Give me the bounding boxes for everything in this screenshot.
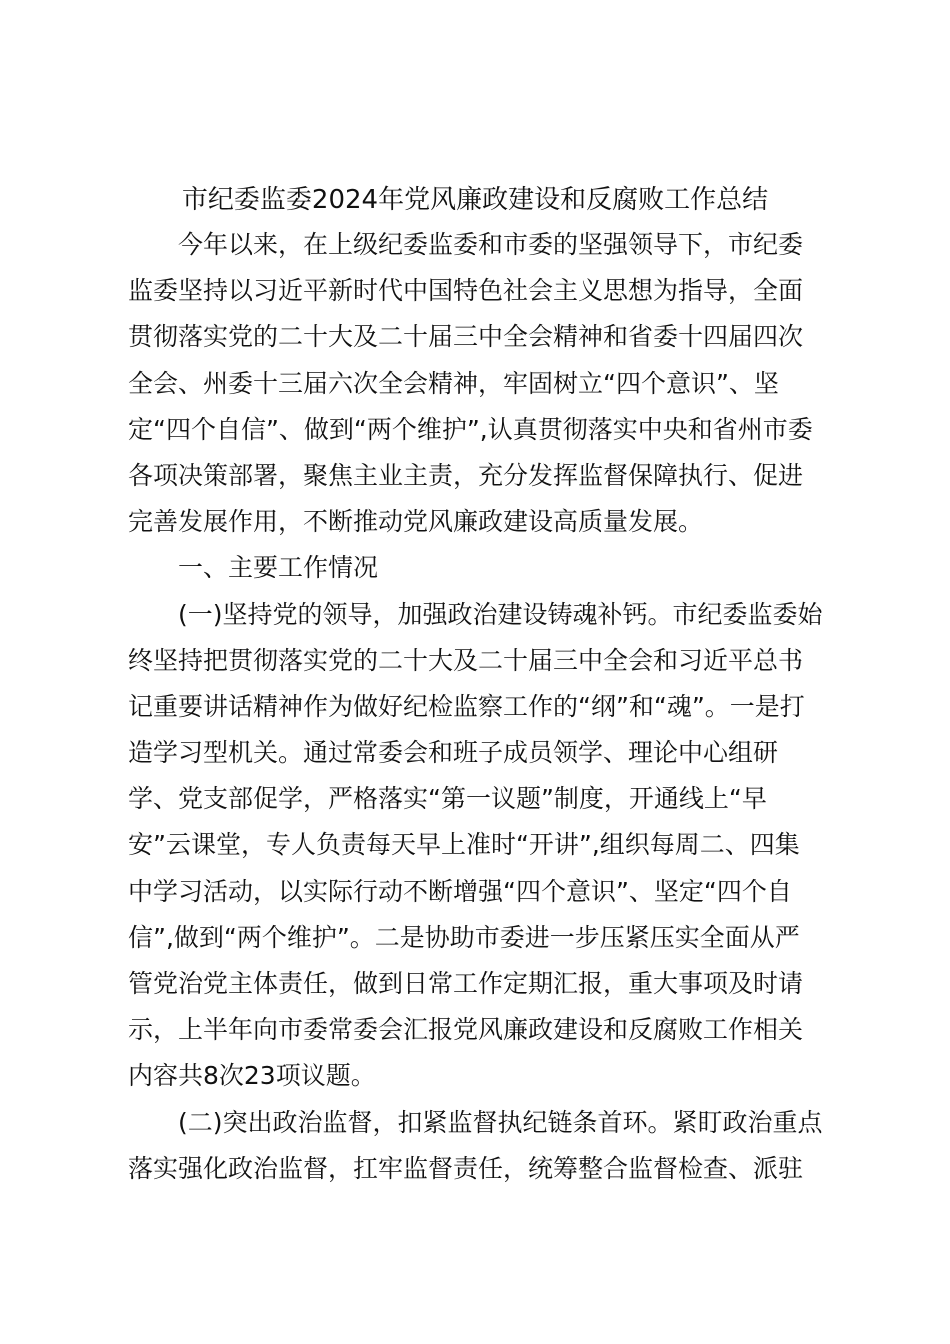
text-line: 管党治党主体责任，做到日常工作定期汇报，重大事项及时请	[128, 969, 804, 998]
text-line: 一、主要工作情况	[178, 553, 379, 583]
text-line: 记重要讲话精神作为做好纪检监察工作的“纲”和“魂”。一是打	[128, 691, 805, 721]
text-line: 定“四个自信”、做到“两个维护”,认真贯彻落实中央和省州市委	[128, 414, 813, 444]
text-line: (一)坚持党的领导，加强政治建设铸魂补钙。市纪委监委始	[178, 599, 823, 629]
text-line: 造学习型机关。通过常委会和班子成员领学、理论中心组研	[128, 738, 779, 768]
text-line: 今年以来，在上级纪委监委和市委的坚强领导下，市纪委	[178, 230, 804, 259]
text-line: 内容共8次23项议题。	[128, 1061, 376, 1091]
text-line: 全会、州委十三届六次全会精神，牢固树立“四个意识”、坚	[128, 368, 779, 398]
text-line: (二)突出政治监督，扣紧监督执纪链条首环。紧盯政治重点	[178, 1107, 823, 1137]
text-line: 监委坚持以习近平新时代中国特色社会主义思想为指导，全面	[128, 276, 804, 306]
text-line: 信”,做到“两个维护”。二是协助市委进一步压紧压实全面从严	[128, 922, 800, 952]
text-line: 安”云课堂，专人负责每天早上准时“开讲”,组织每周二、四集	[128, 830, 800, 860]
document-title: 市纪委监委2024年党风廉政建设和反腐败工作总结	[181, 185, 769, 215]
text-line: 完善发展作用，不断推动党风廉政建设高质量发展。	[128, 507, 704, 537]
text-line: 终坚持把贯彻落实党的二十大及二十届三中全会和习近平总书	[128, 645, 804, 675]
text-line: 各项决策部署，聚焦主业主责，充分发挥监督保障执行、促进	[128, 460, 804, 490]
text-line: 示，上半年向市委常委会汇报党风廉政建设和反腐败工作相关	[128, 1015, 804, 1045]
text-line: 落实强化政治监督，扛牢监督责任，统筹整合监督检查、派驻	[128, 1153, 804, 1183]
document-body	[128, 222, 828, 1192]
text-line: 学、党支部促学，严格落实“第一议题”制度，开通线上“早	[128, 784, 767, 814]
text-line: 贯彻落实党的二十大及二十届三中全会精神和省委十四届四次	[128, 322, 804, 352]
text-line: 中学习活动，以实际行动不断增强“四个意识”、坚定“四个自	[128, 876, 792, 906]
